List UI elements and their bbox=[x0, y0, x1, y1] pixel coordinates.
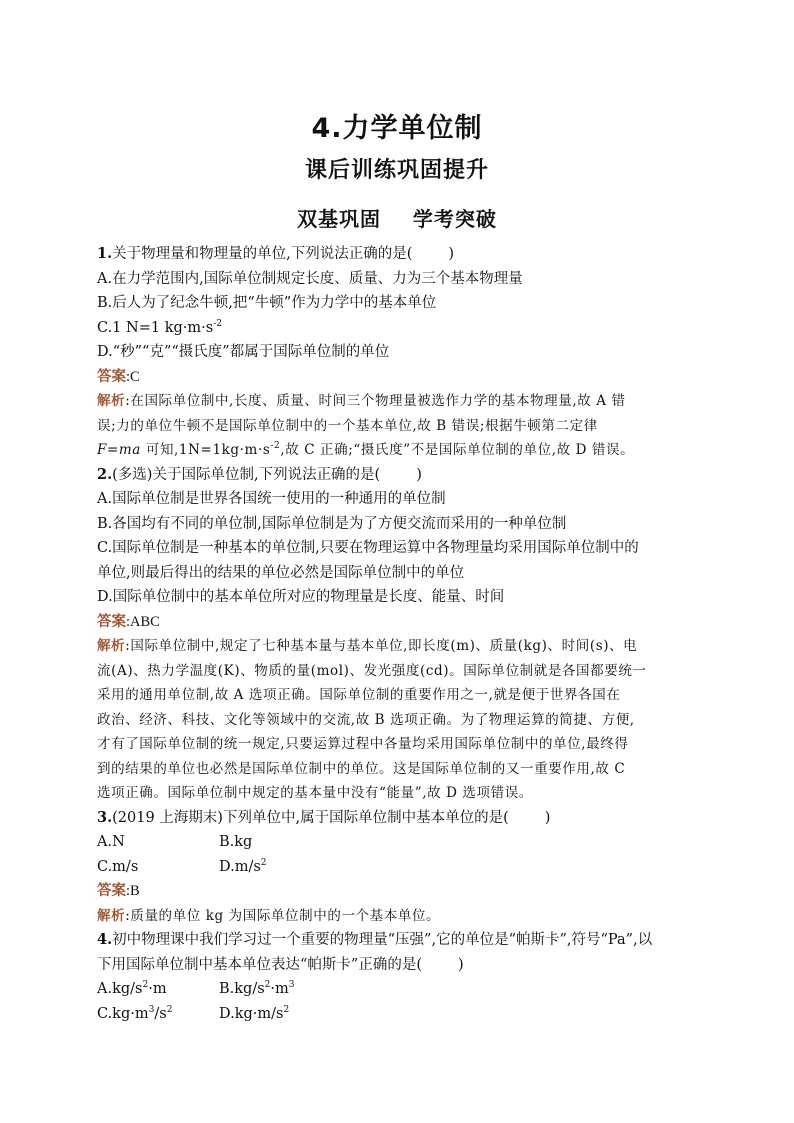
superscript: 2 bbox=[264, 980, 271, 990]
explanation-text: :在国际单位制中,长度、质量、时间三个物理量被选作力学的基本物理量,故 A 错 bbox=[125, 393, 626, 409]
superscript: 3 bbox=[288, 980, 295, 990]
option-a-text: ·m bbox=[148, 981, 167, 997]
formula-eq: = bbox=[106, 442, 119, 458]
question-3-stem bbox=[97, 806, 702, 831]
question-content bbox=[97, 242, 702, 1026]
option-c-cont: 单位,则最后得出的结果的单位必然是国际单位制中的单位 bbox=[97, 564, 465, 581]
option-c: C.m/s bbox=[97, 858, 139, 875]
explanation-text: ,故 C 正确;“摄氏度”不是国际单位制的单位,故 D 错误。 bbox=[280, 442, 635, 458]
option-b: B.kg bbox=[219, 834, 253, 850]
explanation bbox=[97, 389, 702, 463]
option-b: B.后人为了纪念牛顿,把“牛顿”作为力学中的基本单位 bbox=[97, 295, 437, 311]
option-row bbox=[97, 855, 702, 880]
question-text: 下用国际单位制中基本单位表达“帕斯卡”正确的是( bbox=[97, 956, 422, 973]
explanation-text: 可知,1N=1kg·m·s bbox=[140, 442, 271, 458]
superscript: 2 bbox=[142, 980, 149, 990]
option-row bbox=[97, 830, 702, 855]
question-1-stem bbox=[97, 242, 702, 267]
option-b-text: ·m bbox=[270, 981, 289, 997]
answer-line bbox=[97, 879, 702, 904]
option-d bbox=[219, 855, 267, 880]
explanation-label: 解析 bbox=[97, 907, 126, 924]
explanation bbox=[97, 634, 702, 806]
explanation-line bbox=[97, 438, 702, 463]
answer-value: :C bbox=[126, 368, 140, 385]
explanation-line bbox=[97, 389, 702, 414]
option-row bbox=[97, 1002, 702, 1027]
section-heading: 双基巩固 学考突破 bbox=[297, 207, 497, 231]
formula-ma: ma bbox=[118, 442, 141, 458]
option-c-text: C.kg·m bbox=[97, 1005, 149, 1022]
option-c-text: /s bbox=[154, 1005, 167, 1022]
option-c: C.国际单位制是一种基本的单位制,只要在物理运算中各物理量均采用国际单位制中的 bbox=[97, 540, 639, 556]
question-number: 4. bbox=[97, 931, 113, 948]
answer-label: 答案 bbox=[97, 613, 126, 630]
superscript: -2 bbox=[213, 318, 222, 329]
option-d: D.国际单位制中的基本单位所对应的物理量是长度、能量、时间 bbox=[97, 589, 505, 605]
explanation-label: 解析 bbox=[97, 393, 126, 409]
answer-label: 答案 bbox=[97, 368, 126, 385]
paren-close: ) bbox=[416, 466, 422, 483]
explanation-label: 解析 bbox=[97, 638, 126, 654]
option-d-text: D.kg·m/s bbox=[219, 1005, 284, 1022]
answer-value: :ABC bbox=[126, 613, 160, 630]
option-c-text: C.1 N=1 kg·m·s bbox=[97, 319, 214, 336]
option-d bbox=[219, 1002, 289, 1027]
option-a: A.在力学范围内,国际单位制规定长度、质量、力为三个基本物理量 bbox=[97, 270, 523, 287]
question-number: 1. bbox=[97, 245, 113, 262]
page-subtitle: 课后训练巩固提升 bbox=[304, 158, 489, 183]
option-d-text: D.m/s bbox=[219, 858, 261, 875]
explanation-line: 到的结果的单位也必然是国际单位制中的单位。这是国际单位制的又一重要作用,故 C bbox=[97, 760, 626, 777]
question-4-stem bbox=[97, 928, 702, 953]
question-number: 2. bbox=[97, 465, 113, 483]
option-a: A.国际单位制是世界各国统一使用的一种通用的单位制 bbox=[97, 491, 446, 507]
option-a: A.N bbox=[97, 834, 125, 850]
option-b: B.各国均有不同的单位制,国际单位制是为了方便交流而采用的一种单位制 bbox=[97, 515, 567, 532]
paren-close: ) bbox=[448, 246, 455, 262]
explanation-line bbox=[97, 904, 702, 929]
superscript: -2 bbox=[270, 441, 281, 451]
option-a-text: A.kg/s bbox=[97, 981, 143, 997]
explanation-text: :国际单位制中,规定了七种基本量与基本单位,即长度(m)、质量(kg)、时间(s)、电 bbox=[125, 638, 638, 654]
question-2-stem bbox=[97, 463, 702, 488]
answer-label: 答案 bbox=[97, 883, 126, 899]
question-number: 3. bbox=[97, 808, 113, 826]
explanation-line: 采用的通用单位制,故 A 选项正确。国际单位制的重要作用之一,就是便于世界各国在 bbox=[97, 687, 621, 703]
answer-line bbox=[97, 365, 702, 390]
superscript: 2 bbox=[283, 1004, 290, 1015]
option-d: D.“秒”“克”“摄氏度”都属于国际单位制的单位 bbox=[97, 344, 390, 360]
paren-close: ) bbox=[457, 956, 464, 973]
explanation bbox=[97, 904, 702, 929]
page-title: 4.力学单位制 bbox=[311, 113, 483, 144]
formula-f: F bbox=[97, 442, 107, 458]
superscript: 2 bbox=[260, 857, 267, 868]
explanation-line: 才有了国际单位制的统一规定,只要运算过程中各量均采用国际单位制中的单位,最终得 bbox=[97, 736, 629, 752]
question-text: 关于物理量和物理量的单位,下列说法正确的是( bbox=[112, 246, 413, 262]
explanation-line: 误;力的单位牛顿不是国际单位制中的一个基本单位,故 B 错误;根据牛顿第二定律 bbox=[97, 417, 598, 434]
option-row bbox=[97, 977, 702, 1002]
option-b-text: B.kg/s bbox=[219, 981, 265, 997]
explanation-line: 流(A)、热力学温度(K)、物质的量(mol)、发光强度(cd)。国际单位制就是各国都要统一 bbox=[97, 662, 647, 679]
question-text: 初中物理课中我们学习过一个重要的物理量“压强”,它的单位是“帕斯卡”,符号“Pa”,以 bbox=[112, 932, 653, 948]
question-text: (多选)关于国际单位制,下列说法正确的是( bbox=[112, 466, 381, 483]
question-text: (2019 上海期末)下列单位中,属于国际单位制中基本单位的是( bbox=[112, 809, 509, 826]
superscript: 2 bbox=[166, 1004, 173, 1015]
answer-line bbox=[97, 610, 702, 635]
option-c bbox=[97, 1002, 219, 1027]
explanation-line bbox=[97, 634, 702, 659]
explanation-line: 选项正确。国际单位制中规定的基本量中没有“能量”,故 D 选项错误。 bbox=[97, 785, 533, 801]
option-c bbox=[97, 316, 702, 341]
option-a bbox=[97, 977, 219, 1002]
explanation-text: :质量的单位 kg 为国际单位制中的一个基本单位。 bbox=[125, 907, 441, 924]
answer-value: :B bbox=[126, 883, 140, 899]
question-4-stem-cont bbox=[97, 953, 702, 978]
superscript: 3 bbox=[148, 1004, 155, 1015]
option-b bbox=[219, 977, 295, 1002]
explanation-line: 政治、经济、科技、文化等领域中的交流,故 B 选项正确。为了物理运算的简捷、方便, bbox=[97, 711, 635, 728]
paren-close: ) bbox=[544, 809, 551, 826]
